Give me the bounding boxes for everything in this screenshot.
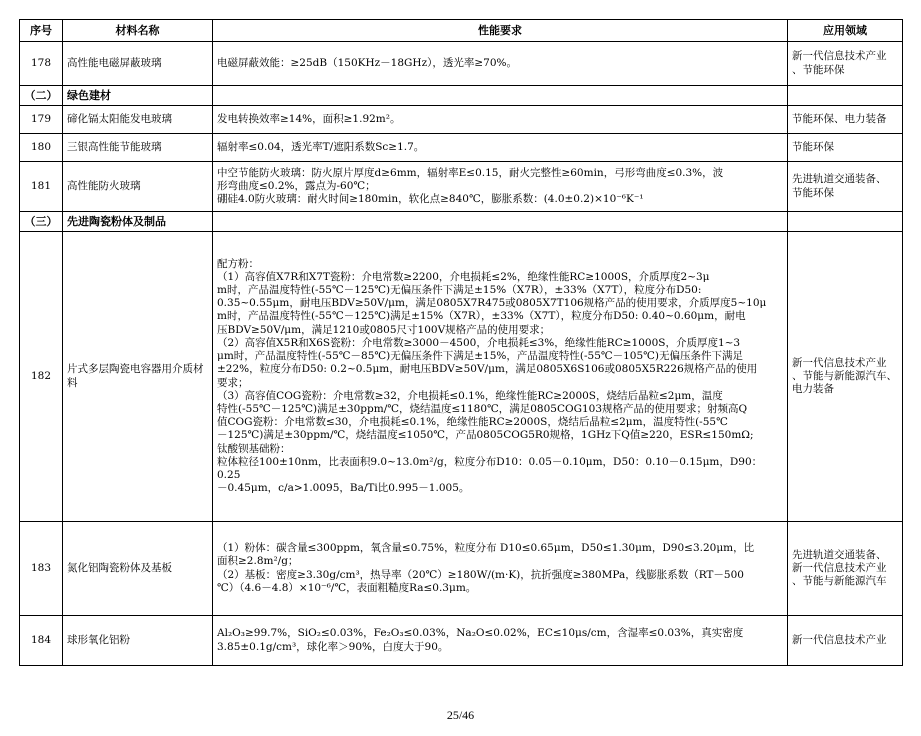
performance-requirements <box>213 616 788 666</box>
requirement-line: m时，产品温度特性(-55℃－125℃)满足±15%（X7R），±33%（X7T），粒度分布D50: 0.40~0.60μm，耐电 <box>217 310 746 323</box>
requirement-line: 电磁屏蔽效能：≥25dB（150KHz－18GHz），透光率≥70%。 <box>217 56 517 69</box>
header-app: 应用领域 <box>788 20 903 42</box>
requirement-line: 辐射率≤0.04，透光率T/遮阳系数Sc≥1.7。 <box>217 140 425 153</box>
performance-requirements <box>213 106 788 134</box>
requirement-line: 压BDV≥50V/μm，满足1210或0805尺寸100V规格产品的使用要求； <box>217 323 551 336</box>
spec-table <box>19 19 903 666</box>
row-number: 182 <box>20 232 63 522</box>
performance-requirements <box>213 232 788 522</box>
empty-cell <box>788 86 903 106</box>
requirement-line: 硼硅4.0防火玻璃：耐火时间≥180min，软化点≥840℃，膨胀系数：(4.0±0.2)×10⁻⁶K⁻¹ <box>217 193 644 206</box>
requirement-line: 配方粉： <box>217 257 259 270</box>
row-number: 178 <box>20 42 63 86</box>
performance-requirements <box>213 522 788 616</box>
application-field <box>788 42 903 86</box>
table-row <box>20 134 903 162</box>
section-row <box>20 212 903 232</box>
application-line: 、节能与新能源汽车 <box>792 575 887 588</box>
material-name: 球形氧化铝粉 <box>63 616 213 666</box>
application-line: 节能环保 <box>792 186 834 199</box>
requirement-line: 发电转换效率≥14%，面积≥1.92m²。 <box>217 112 401 125</box>
application-line: 、节能环保 <box>792 63 845 76</box>
header-name: 材料名称 <box>63 20 213 42</box>
requirement-line: －125℃)满足±30ppm/℃，烧结温度≤1050℃，产品0805COG5R0规格，1GHz下Q值≥220，ESR≤150mΩ; <box>217 429 754 442</box>
table-row <box>20 42 903 86</box>
row-number: 183 <box>20 522 63 616</box>
table-row <box>20 162 903 212</box>
table-row <box>20 616 903 666</box>
requirement-line: μm时，产品温度特性(-55℃－85℃)无偏压条件下满足±15%，产品温度特性(-55℃－105℃)无偏压条件下满足 <box>217 350 744 363</box>
section-row <box>20 86 903 106</box>
application-line: 新一代信息技术产业 <box>792 356 887 369</box>
row-number: 180 <box>20 134 63 162</box>
requirement-line: Al₂O₃≥99.7%，SiO₂≤0.03%，Fe₂O₃≤0.03%，Na₂O≤0.02%，EC≤10μs/cm，含湿率≤0.03%，真实密度 <box>217 627 744 640</box>
requirement-line: 值COG瓷粉：介电常数≤30，介电损耗≤0.1%，绝缘性能RC≥2000S，烧结后晶粒≤2μm，温度特性(-55℃ <box>217 416 728 429</box>
requirement-line: 中空节能防火玻璃：防火原片厚度d≥6mm，辐射率E≤0.15，耐火完整性≥60min，弓形弯曲度≤0.3%，波 <box>217 166 724 179</box>
requirement-line: 钛酸钡基础粉： <box>217 442 291 455</box>
requirement-line: 形弯曲度≤0.2%，露点为-60℃； <box>217 179 376 192</box>
section-number: （三） <box>20 212 63 232</box>
header-row <box>20 20 903 42</box>
application-field <box>788 616 903 666</box>
requirement-line: 特性(-55℃－125℃)满足±30ppm/℃，烧结温度≤1180℃，满足0805COG103规格产品的使用要求；射频高Q <box>217 402 748 415</box>
application-field <box>788 134 903 162</box>
application-line: 新一代信息技术产业 <box>792 561 887 574</box>
application-field <box>788 162 903 212</box>
material-name: 高性能防火玻璃 <box>63 162 213 212</box>
application-line: 节能环保 <box>792 140 834 153</box>
application-line: 节能环保、电力装备 <box>792 112 887 125</box>
requirement-line: （3）高容值COG瓷粉：介电常数≥32，介电损耗≤0.1%，绝缘性能RC≥2000S，烧结后晶粒≤2μm，温度 <box>217 389 723 402</box>
material-name: 高性能电磁屏蔽玻璃 <box>63 42 213 86</box>
requirement-line: m时，产品温度特性(-55℃－125℃)无偏压条件下满足±15%（X7R），±33%（X7T），粒度分布D50: <box>217 284 702 297</box>
header-no: 序号 <box>20 20 63 42</box>
requirement-line: （1）高容值X7R和X7T瓷粉：介电常数≥2200，介电损耗≤2%，绝缘性能RC≥1000S，介质厚度2~3μ <box>217 270 710 283</box>
application-line: 新一代信息技术产业 <box>792 50 887 63</box>
performance-requirements <box>213 162 788 212</box>
material-name: 氮化铝陶瓷粉体及基板 <box>63 522 213 616</box>
table-row <box>20 106 903 134</box>
requirement-line: ±22%，粒度分布D50: 0.2~0.5μm，耐电压BDV≥50V/μm，满足0805X6S106或0805X5R226规格产品的使用 <box>217 363 758 376</box>
application-field <box>788 522 903 616</box>
application-line: 新一代信息技术产业 <box>792 633 887 646</box>
page-number: 25/46 <box>446 708 475 722</box>
material-name: 三银高性能节能玻璃 <box>63 134 213 162</box>
table-body <box>20 42 903 666</box>
requirement-line: ℃）（4.6－4.8）×10⁻⁶/℃，表面粗糙度Ra≤0.3μm。 <box>217 581 477 594</box>
section-number: （二） <box>20 86 63 106</box>
requirement-line: 面积≥2.8m²/g； <box>217 555 299 568</box>
requirement-line: 0.35~0.55μm，耐电压BDV≥50V/μm，满足0805X7R475或0805X7T106规格产品的使用要求，介质厚度5~10μ <box>217 297 767 310</box>
table-row <box>20 522 903 616</box>
header-req: 性能要求 <box>213 20 788 42</box>
empty-cell <box>213 212 788 232</box>
performance-requirements <box>213 134 788 162</box>
requirement-line: 粒体粒径100±10nm，比表面积9.0~13.0m²/g，粒度分布D10：0.05－0.10μm，D50：0.10－0.15μm，D90：0.25 <box>217 455 763 481</box>
performance-requirements <box>213 42 788 86</box>
empty-cell <box>788 212 903 232</box>
row-number: 179 <box>20 106 63 134</box>
application-field <box>788 106 903 134</box>
requirement-line: （2）基板：密度≥3.30g/cm³，热导率（20℃）≥180W/(m·K)，抗折强度≥380MPa，线膨胀系数（RT－500 <box>217 568 744 581</box>
material-name: 片式多层陶瓷电容器用介质材料 <box>63 232 213 522</box>
row-number: 184 <box>20 616 63 666</box>
application-line: 先进轨道交通装备、 <box>792 548 887 561</box>
requirement-line: （1）粉体：碳含量≤300ppm，氧含量≤0.75%，粒度分布 D10≤0.65μm，D50≤1.30μm，D90≤3.20μm，比 <box>217 542 755 555</box>
application-field <box>788 232 903 522</box>
table-row <box>20 232 903 522</box>
application-line: 先进轨道交通装备、 <box>792 173 887 186</box>
section-title: 先进陶瓷粉体及制品 <box>63 212 213 232</box>
row-number: 181 <box>20 162 63 212</box>
section-title: 绿色建材 <box>63 86 213 106</box>
application-line: 电力装备 <box>792 383 834 396</box>
requirement-line: 要求； <box>217 376 249 389</box>
material-name: 碲化镉太阳能发电玻璃 <box>63 106 213 134</box>
application-line: 、节能与新能源汽车、 <box>792 369 897 382</box>
requirement-line: －0.45μm，c/a>1.0095，Ba/Ti比0.995－1.005。 <box>217 482 470 495</box>
empty-cell <box>213 86 788 106</box>
requirement-line: 3.85±0.1g/cm³，球化率＞90%，白度大于90。 <box>217 640 449 653</box>
requirement-line: （2）高容值X5R和X6S瓷粉：介电常数≥3000－4500，介电损耗≤3%，绝缘性能RC≥1000S，介质厚度1~3 <box>217 336 741 349</box>
